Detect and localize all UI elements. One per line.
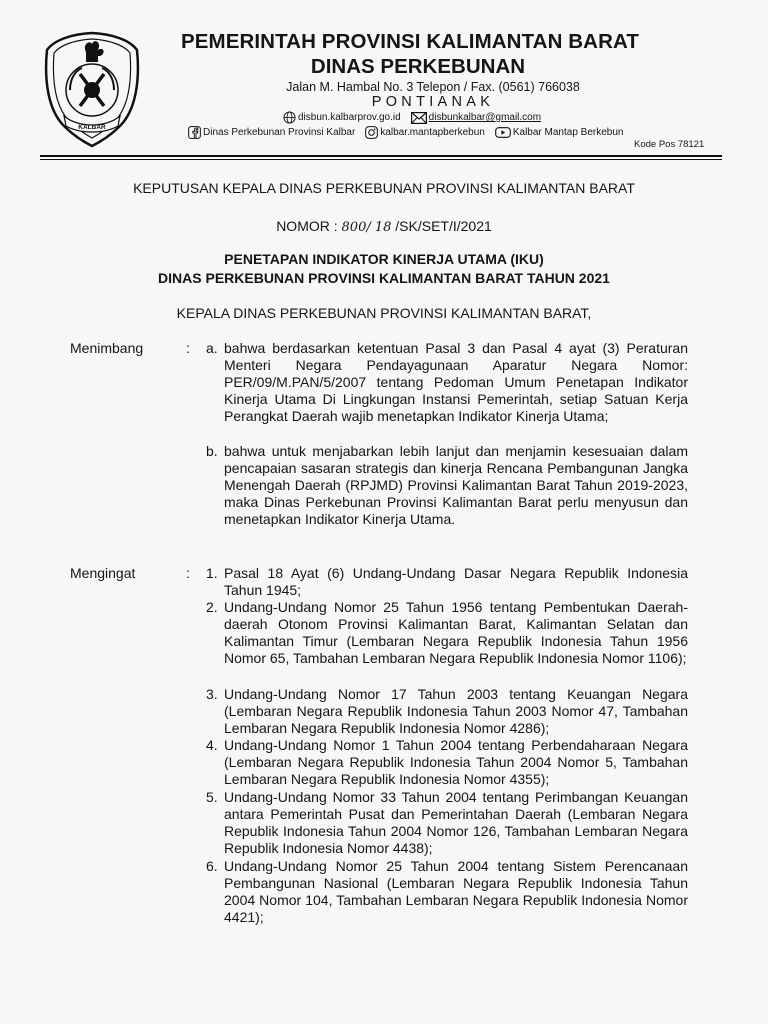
government-name: PEMERINTAH PROVINSI KALIMANTAN BARAT [180, 30, 639, 53]
item-text: Undang-Undang Nomor 1 Tahun 2004 tentang Perbendaharaan Negara (Lembaran Negara Republik Indonesia Tahun 2004 Nomor 5, Tambahan Lembaran Negara Republik Indonesia Nomor 4355); [224, 737, 688, 787]
item-marker: 3. [206, 686, 218, 702]
contact-line-web-email [283, 111, 541, 124]
letterhead-divider-thin [40, 159, 722, 160]
item-text: bahwa untuk menjabarkan lebih lanjut dan menjamin kesesuaian dalam pencapaian sasaran strategis dan kinerja Rencana Pembangunan Jangka Menengah Daerah (RPJMD) Provinsi Kalimantan Barat Tahun 2019-2023, maka Dinas Perkebunan Provinsi Kalimantan Barat perlu menyusun dan menetapkan Indikator Kinerja Utama. [224, 443, 688, 527]
decree-number-suffix: /SK/SET/I/2021 [391, 218, 492, 234]
item-text: Undang-Undang Nomor 25 Tahun 1956 tentang Pembentukan Daerah-daerah Otonom Provinsi Kalimantan Barat, Kalimantan Selatan dan Kalimantan Timur (Lembaran Negara Republik Indonesia Tahun 1956 Nomor 65, Tambahan Lembaran Negara Republik Indonesia Nomor 1106); [224, 599, 688, 666]
email-link[interactable]: disbunkalbar@gmail.com [428, 112, 542, 123]
item-marker: 4. [206, 737, 218, 753]
mengingat-item-1 [206, 565, 688, 599]
decree-number [40, 218, 728, 235]
youtube-link[interactable]: Kalbar Mantap Berkebun [512, 127, 624, 138]
item-text: Undang-Undang Nomor 33 Tahun 2004 tentang Perimbangan Keuangan antara Pemerintah Pusat dan Pemerintahan Daerah (Lembaran Negara Republik Indonesia Tahun 2004 Nomor 126, Tambahan Lembaran Negara Republik Indonesia Nomor 4438); [224, 789, 688, 856]
menimbang-label: Menimbang [70, 340, 144, 356]
menimbang-colon: : [186, 340, 190, 356]
item-marker: 5. [206, 789, 218, 805]
item-text: Undang-Undang Nomor 17 Tahun 2003 tentang Keuangan Negara (Lembaran Negara Republik Indonesia Tahun 2003 Nomor 47, Tambahan Lembaran Negara Republik Indonesia Nomor 4286); [224, 686, 688, 736]
item-marker: 1. [206, 565, 218, 581]
letterhead-divider-thick [40, 155, 722, 157]
item-text: Undang-Undang Nomor 25 Tahun 2004 tentang Sistem Perencanaan Pembangunan Nasional (Lembaran Negara Republik Indonesia Tahun 2004 Nomor 104, Tambahan Lembaran Negara Republik Indonesia Nomor 4421); [224, 858, 688, 925]
item-text: bahwa berdasarkan ketentuan Pasal 3 dan Pasal 4 ayat (3) Peraturan Menteri Negara Pendayagunaan Aparatur Negara Nomor: PER/09/M.PAN/5/2007 tentang Pedoman Umum Penetapan Indikator Kinerja Utama Di Lingkungan Instansi Pemerintah, setiap Satuan Kerja Perangkat Daerah wajib menetapkan Indikator Kinerja Utama; [224, 340, 688, 424]
item-marker: 6. [206, 858, 218, 874]
mengingat-item-4 [206, 737, 688, 788]
agency-address: Jalan M. Hambal No. 3 Telepon / Fax. (0561) 766038 [286, 80, 580, 94]
contact-line-social [188, 126, 623, 139]
decree-subject-line1: PENETAPAN INDIKATOR KINERJA UTAMA (IKU) [224, 251, 544, 267]
postal-code: Kode Pos 78121 [634, 139, 705, 150]
youtube-icon [495, 127, 511, 138]
decree-number-handwritten: 800/ 18 [341, 220, 392, 235]
mengingat-item-5 [206, 789, 688, 857]
facebook-icon [188, 126, 201, 139]
mengingat-item-2 [206, 599, 688, 667]
decree-number-prefix: NOMOR : [276, 218, 342, 234]
menimbang-item-b [206, 443, 688, 528]
province-emblem-icon [42, 30, 142, 148]
agency-name: DINAS PERKEBUNAN [310, 55, 526, 78]
mengingat-colon: : [186, 565, 190, 581]
emblem-text: KALBAR [78, 124, 106, 131]
facebook-link[interactable]: Dinas Perkebunan Provinsi Kalbar [203, 127, 356, 138]
mengingat-label: Mengingat [70, 565, 136, 581]
menimbang-item-a [206, 340, 688, 425]
website-link[interactable]: disbun.kalbarprov.go.id [298, 112, 401, 123]
agency-city: PONTIANAK [371, 94, 495, 110]
item-text: Pasal 18 Ayat (6) Undang-Undang Dasar Negara Republik Indonesia Tahun 1945; [224, 565, 688, 598]
item-marker: 2. [206, 599, 218, 615]
item-marker: a. [206, 340, 218, 356]
decree-issuer: KEPALA DINAS PERKEBUNAN PROVINSI KALIMANTAN BARAT, [176, 305, 592, 321]
globe-icon [283, 111, 296, 124]
decree-title: KEPUTUSAN KEPALA DINAS PERKEBUNAN PROVINSI KALIMANTAN BARAT [133, 180, 635, 196]
decree-subject-line2: DINAS PERKEBUNAN PROVINSI KALIMANTAN BARAT TAHUN 2021 [158, 270, 610, 286]
mengingat-item-6 [206, 858, 688, 926]
instagram-icon [365, 126, 378, 139]
mail-icon [411, 112, 427, 124]
item-marker: b. [206, 443, 218, 459]
mengingat-item-3 [206, 686, 688, 737]
instagram-link[interactable]: kalbar.mantapberkebun [380, 127, 485, 138]
